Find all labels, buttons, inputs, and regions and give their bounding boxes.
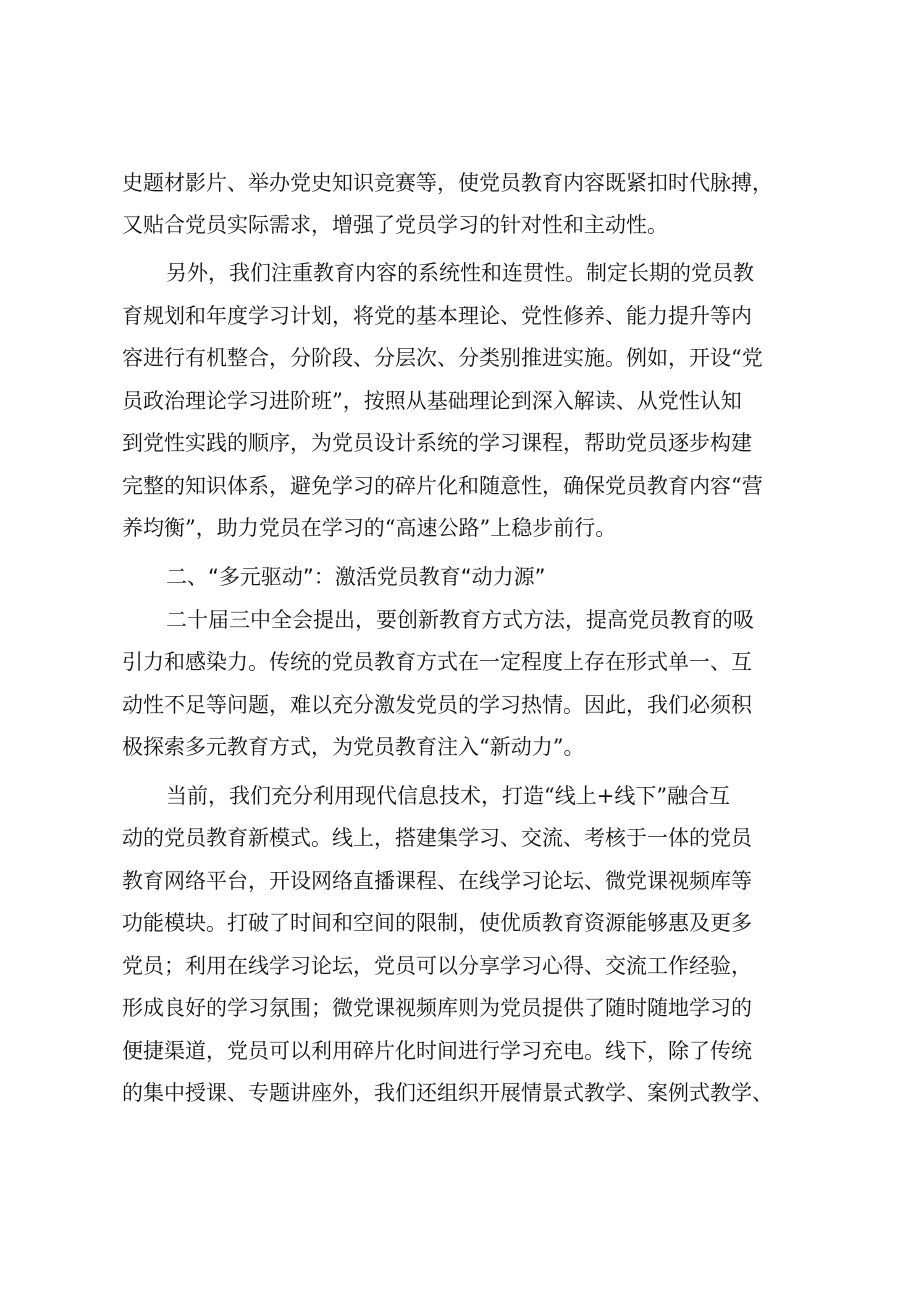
section-heading: 二、“多元驱动”：激活党员教育“动力源” [166,565,546,589]
paragraph-line: 动性不足等问题，难以充分激发党员的学习热情。因此，我们必须积 [122,693,752,717]
paragraph-line: 二十届三中全会提出，要创新教育方式方法，提高党员教育的吸 [166,608,754,632]
paragraph-line: 动的党员教育新模式。线上，搭建集学习、交流、考核于一体的党员 [122,826,752,850]
paragraph-line: 到党性实践的顺序，为党员设计系统的学习课程，帮助党员逐步构建 [122,431,752,455]
paragraph-line: 极探索多元教育方式，为党员教育注入“新动力”。 [122,735,585,759]
paragraph-line: 功能模块。打破了时间和空间的限制，使优质教育资源能够惠及更多 [122,911,752,935]
paragraph-line: 员政治理论学习进阶班”，按照从基础理论到深入解读、从党性认知 [122,389,742,413]
paragraph-line: 引力和感染力。传统的党员教育方式在一定程度上存在形式单一、互 [122,650,752,674]
paragraph-line: 育规划和年度学习计划，将党的基本理论、党性修养、能力提升等内 [122,304,752,328]
paragraph-line: 另外，我们注重教育内容的系统性和连贯性。制定长期的党员教 [166,261,754,285]
paragraph-line: 当前，我们充分利用现代信息技术，打造“线上+线下”融合互 [166,784,731,808]
paragraph-line: 史题材影片、举办党史知识竞赛等，使党员教育内容既紧扣时代脉搏， [122,171,773,195]
paragraph-line: 养均衡”，助力党员在学习的“高速公路”上稳步前行。 [122,516,617,540]
paragraph-line: 容进行有机整合，分阶段、分层次、分类别推进实施。例如，开设“党 [122,346,763,370]
paragraph-line: 又贴合党员实际需求，增强了党员学习的针对性和主动性。 [122,213,668,237]
paragraph-line: 的集中授课、专题讲座外，我们还组织开展情景式教学、案例式教学、 [122,1081,773,1105]
paragraph-line: 完整的知识体系，避免学习的碎片化和随意性，确保党员教育内容“营 [122,474,763,498]
paragraph-line: 党员；利用在线学习论坛，党员可以分享学习心得、交流工作经验， [122,954,752,978]
paragraph-line: 形成良好的学习氛围；微党课视频库则为党员提供了随时随地学习的 [122,996,752,1020]
paragraph-line: 教育网络平台，开设网络直播课程、在线学习论坛、微党课视频库等 [122,869,752,893]
paragraph-line: 便捷渠道，党员可以利用碎片化时间进行学习充电。线下，除了传统 [122,1039,752,1063]
